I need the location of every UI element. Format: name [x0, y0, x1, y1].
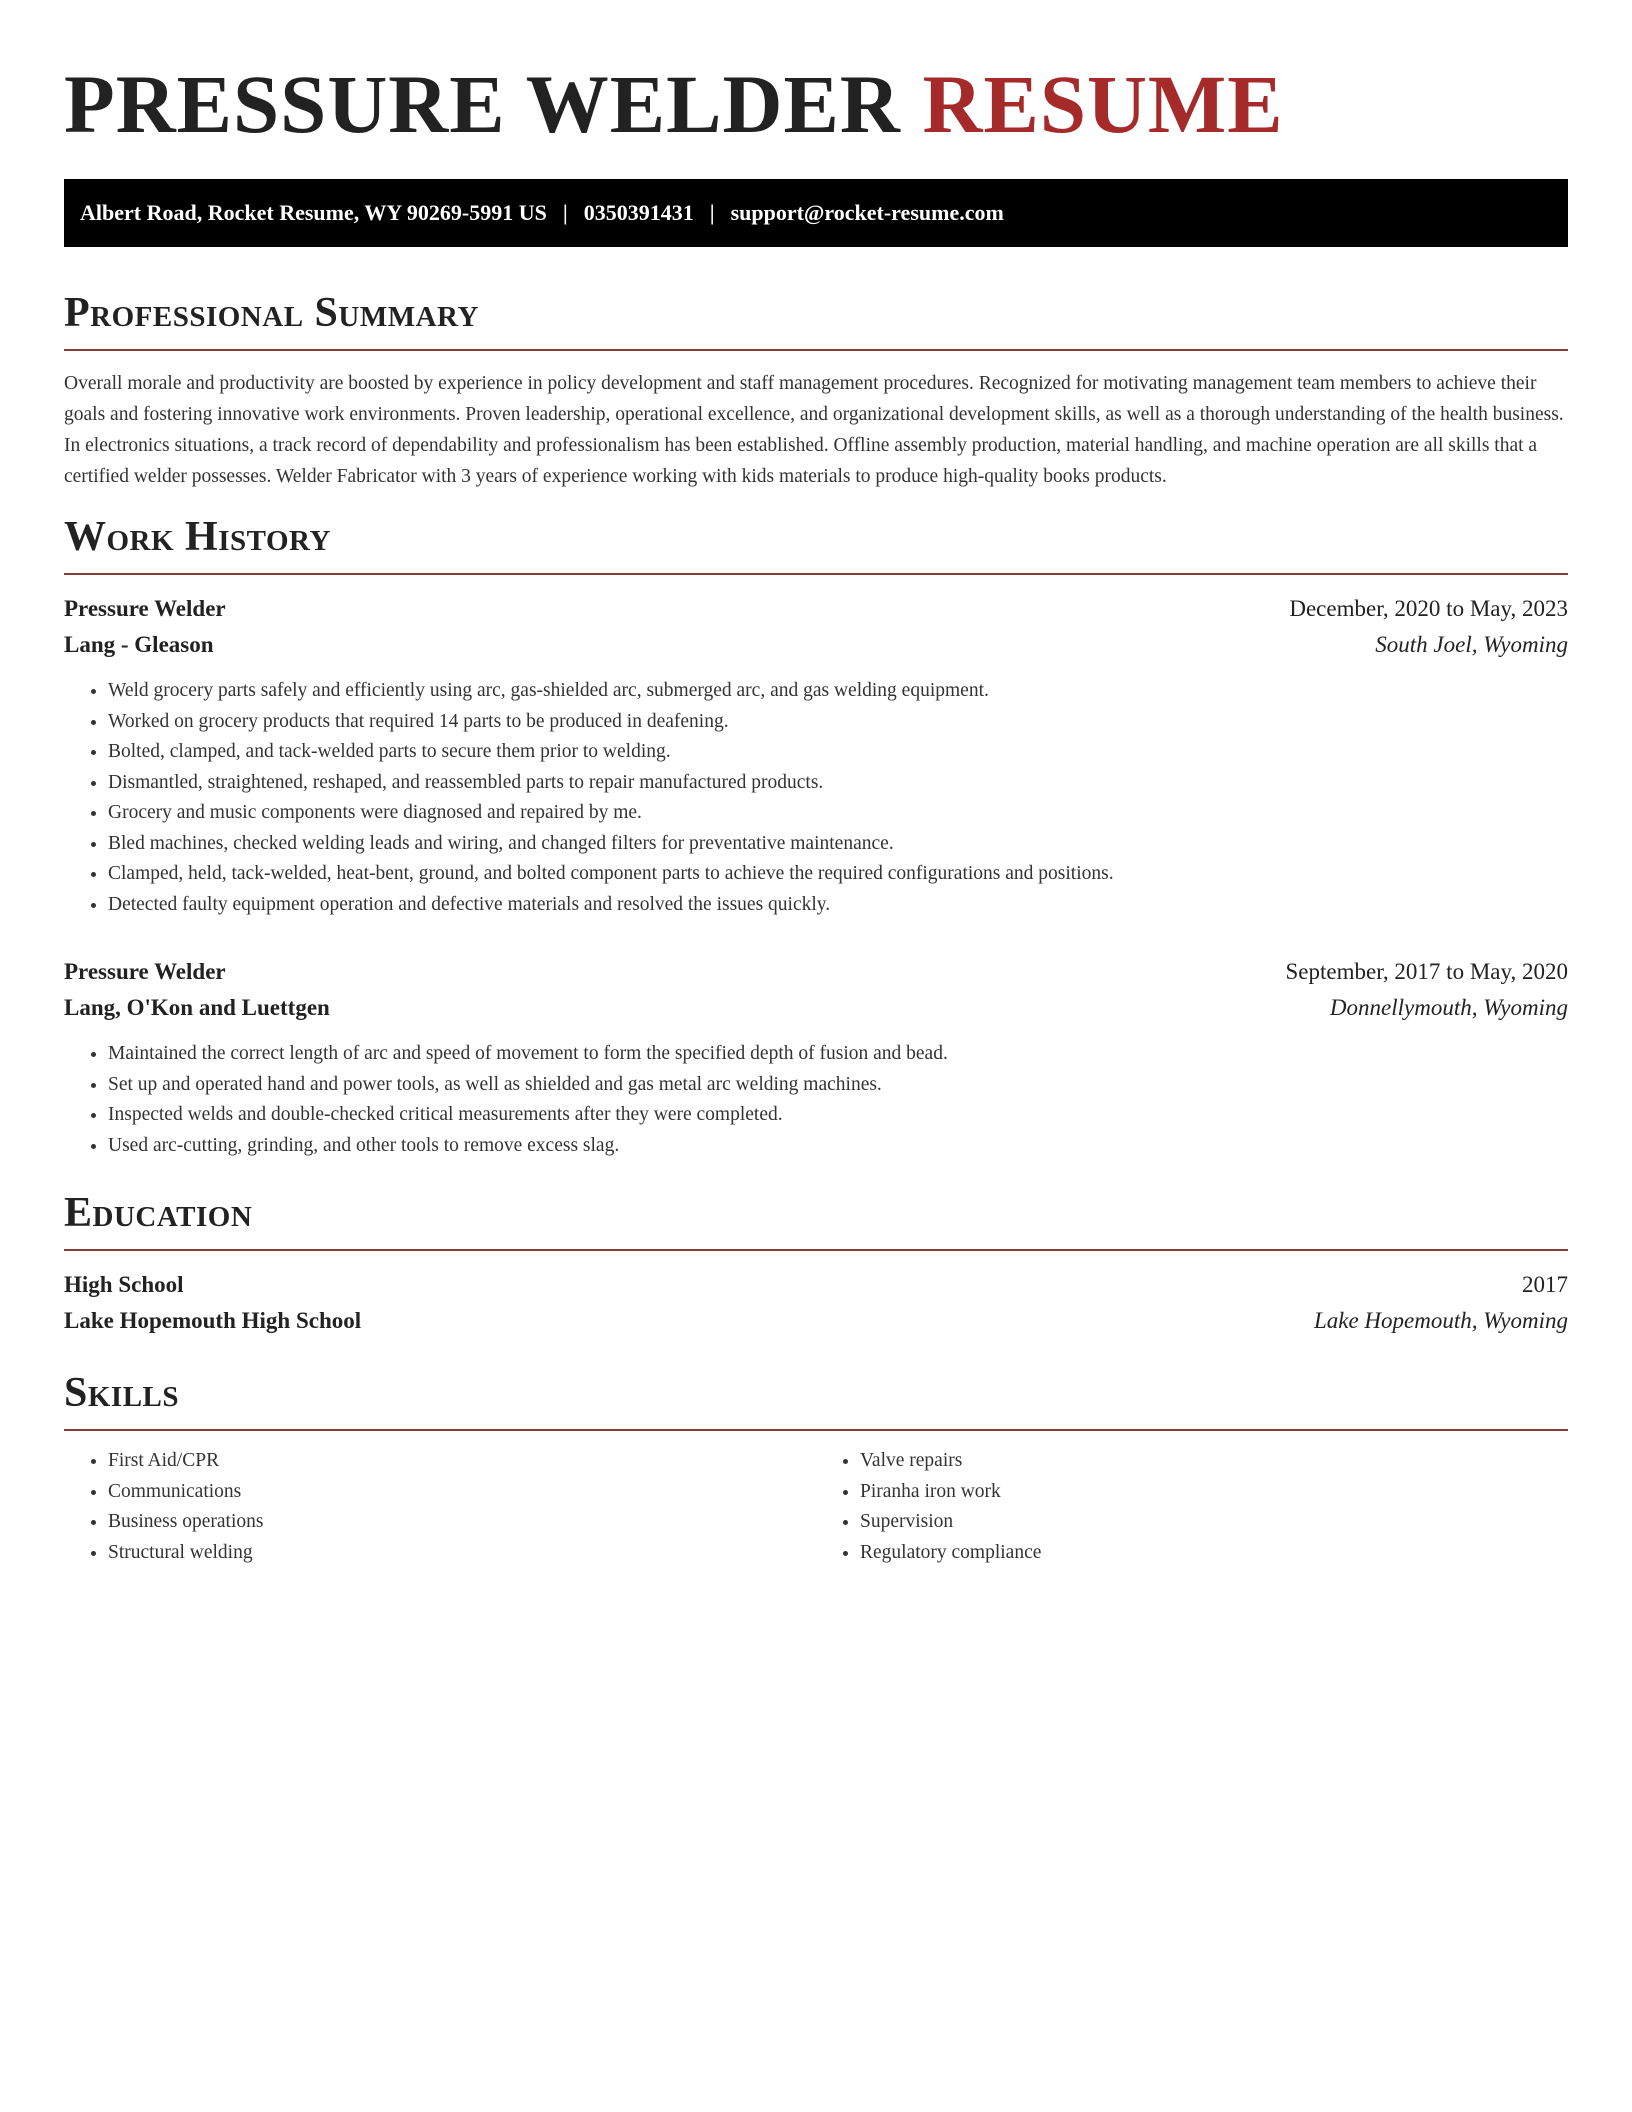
- skill-item: • Piranha iron work: [860, 1477, 1568, 1508]
- education-degree: High School: [64, 1272, 184, 1297]
- section-divider: [64, 349, 1568, 351]
- summary-text: Overall morale and productivity are boosted by experience in policy development and staff management procedures. Recognized for motivating management team members to achieve their goals and fostering innovative work environments. Proven leadership, operational excellence, and organizational development skills, as well as a thorough understanding of the health business. In electronics situations, a track record of dependability and professionalism has been established. Offline assembly production, material handling, and machine operation are all skills that a certified welder possesses. Welder Fabricator with 3 years of experience working with kids materials to produce high-quality books products.: [64, 373, 1564, 487]
- skills-list-left: [64, 1446, 816, 1568]
- contact-separator: |: [562, 200, 568, 225]
- skill-item: • Communications: [108, 1477, 816, 1508]
- list-item: • Maintained the correct length of arc and speed of movement to form the specified depth of fusion and bead.: [108, 1039, 1568, 1070]
- job-company-row: [64, 990, 1568, 1026]
- job-entry: [64, 591, 1568, 920]
- job-company: Lang, O'Kon and Luettgen: [64, 995, 330, 1020]
- skill-item: • First Aid/CPR: [108, 1446, 816, 1477]
- skills-grid: [64, 1446, 1568, 1568]
- list-item: • Bled machines, checked welding leads and wiring, and changed filters for preventative maintenance.: [108, 829, 1568, 860]
- summary-heading: Professional Summary: [64, 290, 479, 336]
- summary-section: [64, 285, 1568, 492]
- work-history-section: [64, 509, 1568, 1161]
- job-dates: December, 2020 to May, 2023: [1289, 596, 1568, 621]
- education-entry: [64, 1267, 1568, 1339]
- job-bullets: [64, 1039, 1568, 1161]
- list-item: • Grocery and music components were diagnosed and repaired by me.: [108, 798, 1568, 829]
- list-item: • Inspected welds and double-checked critical measurements after they were completed.: [108, 1100, 1568, 1131]
- job-dates: September, 2017 to May, 2020: [1285, 959, 1568, 984]
- list-item: • Clamped, held, tack-welded, heat-bent, ground, and bolted component parts to achieve the required configurations and positions.: [108, 859, 1568, 890]
- skill-item: • Valve repairs: [860, 1446, 1568, 1477]
- job-location: South Joel, Wyoming: [1375, 632, 1568, 657]
- section-divider: [64, 573, 1568, 575]
- resume-title: [64, 56, 1568, 152]
- contact-phone: 0350391431: [583, 200, 694, 225]
- work-history-heading: Work History: [64, 514, 331, 560]
- job-company: Lang - Gleason: [64, 632, 214, 657]
- education-school: Lake Hopemouth High School: [64, 1308, 362, 1333]
- job-location: Donnellymouth, Wyoming: [1329, 995, 1568, 1020]
- contact-separator: |: [709, 200, 715, 225]
- skill-item: • Structural welding: [108, 1538, 816, 1569]
- job-title: Pressure Welder: [64, 596, 226, 621]
- list-item: • Used arc-cutting, grinding, and other tools to remove excess slag.: [108, 1131, 1568, 1162]
- education-location: Lake Hopemouth, Wyoming: [1313, 1308, 1568, 1333]
- job-header-row: [64, 591, 1568, 627]
- list-item: • Weld grocery parts safely and efficiently using arc, gas-shielded arc, submerged arc, and gas welding equipment.: [108, 676, 1568, 707]
- section-divider: [64, 1429, 1568, 1431]
- resume-title-accent: RESUME: [922, 58, 1284, 150]
- contact-email: support@rocket-resume.com: [730, 200, 1004, 225]
- skill-item: • Regulatory compliance: [860, 1538, 1568, 1569]
- list-item: • Worked on grocery products that required 14 parts to be produced in deafening.: [108, 707, 1568, 738]
- skills-heading: Skills: [64, 1370, 180, 1416]
- skill-item: • Business operations: [108, 1507, 816, 1538]
- skill-item: • Supervision: [860, 1507, 1568, 1538]
- education-year: 2017: [1522, 1272, 1568, 1297]
- list-item: • Dismantled, straightened, reshaped, and reassembled parts to repair manufactured products.: [108, 768, 1568, 799]
- contact-bar: [64, 179, 1568, 247]
- skills-list-right: [816, 1446, 1568, 1568]
- education-section: [64, 1185, 1568, 1339]
- skills-section: [64, 1365, 1568, 1568]
- section-divider: [64, 1249, 1568, 1251]
- list-item: • Bolted, clamped, and tack-welded parts to secure them prior to welding.: [108, 737, 1568, 768]
- job-title: Pressure Welder: [64, 959, 226, 984]
- list-item: • Set up and operated hand and power tools, as well as shielded and gas metal arc welding machines.: [108, 1070, 1568, 1101]
- resume-title-main: PRESSURE WELDER: [64, 58, 901, 150]
- list-item: • Detected faulty equipment operation and defective materials and resolved the issues quickly.: [108, 890, 1568, 921]
- job-bullets: [64, 676, 1568, 920]
- education-heading: Education: [64, 1190, 253, 1236]
- contact-address: Albert Road, Rocket Resume, WY 90269-5991 US: [80, 200, 547, 225]
- job-entry: [64, 954, 1568, 1161]
- job-company-row: [64, 627, 1568, 663]
- job-header-row: [64, 954, 1568, 990]
- education-degree-row: [64, 1267, 1568, 1303]
- education-school-row: [64, 1303, 1568, 1339]
